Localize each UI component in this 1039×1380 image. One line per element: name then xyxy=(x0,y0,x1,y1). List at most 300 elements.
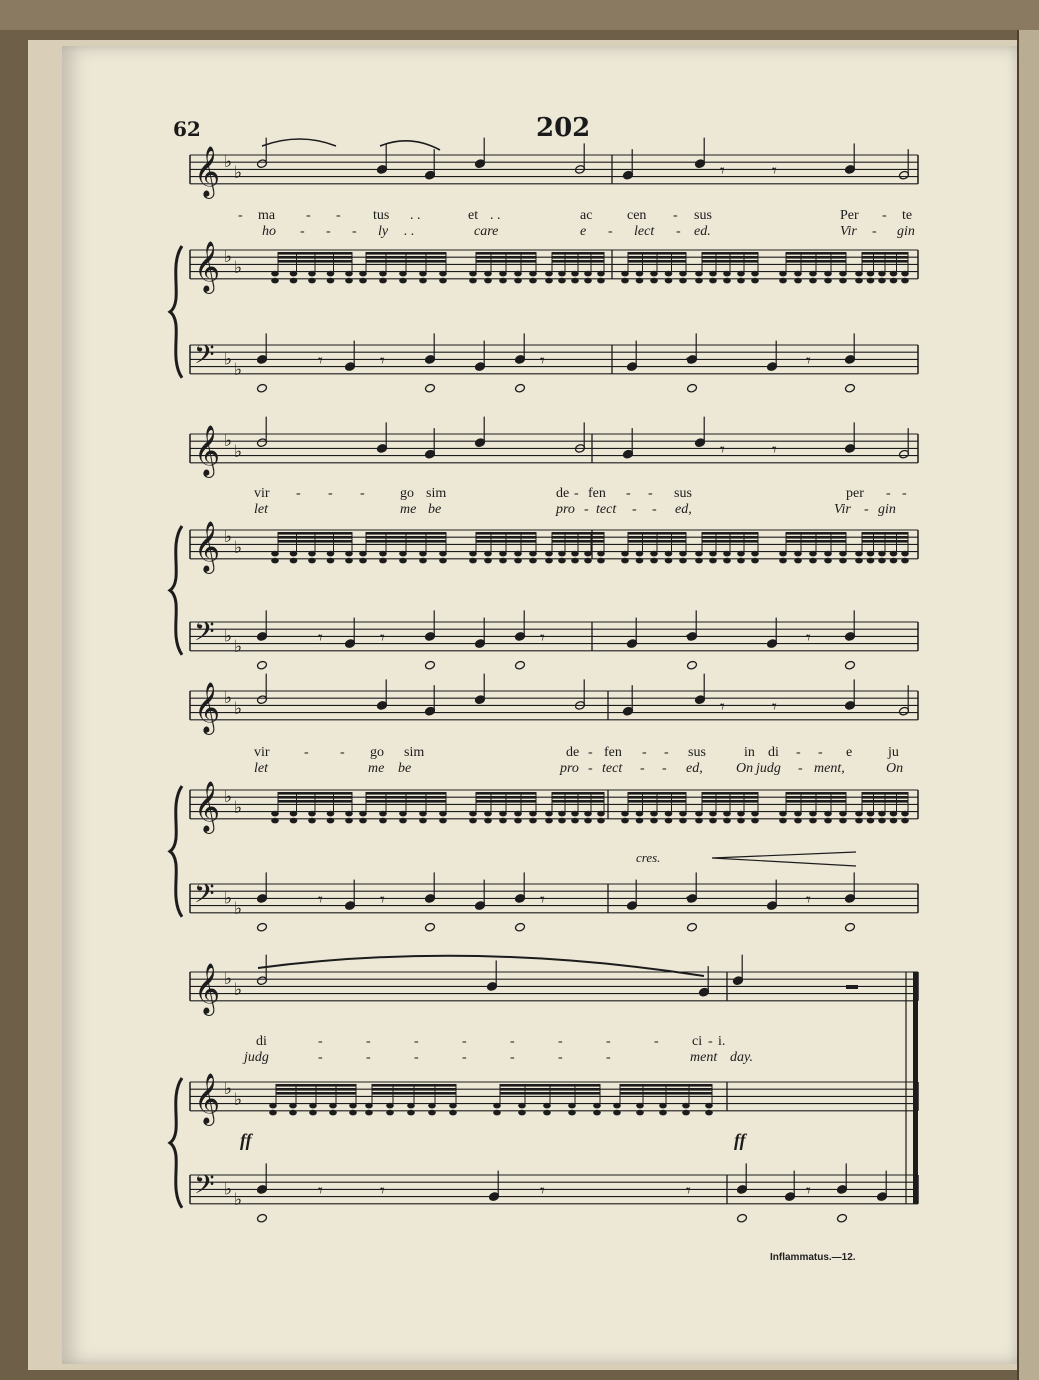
lyric: - xyxy=(510,1050,515,1065)
treble-clef-icon: 𝄞 xyxy=(194,962,221,1014)
note-head xyxy=(709,278,717,284)
eighth-rest: 𝄾 xyxy=(540,627,545,649)
note-head xyxy=(428,1110,436,1116)
note-head xyxy=(359,551,367,557)
eighth-rest: 𝄾 xyxy=(318,627,323,649)
note-head xyxy=(794,551,802,557)
eighth-rest: 𝄾 xyxy=(318,1180,323,1202)
lyric: ed. xyxy=(694,224,711,239)
eighth-rest: 𝄾 xyxy=(806,627,811,649)
note-head xyxy=(636,1103,644,1109)
note-head xyxy=(723,818,731,824)
note-head xyxy=(469,271,477,277)
note-head xyxy=(650,818,658,824)
note-head xyxy=(499,818,507,824)
flat-icon: ♭ xyxy=(234,798,243,818)
note-head xyxy=(359,278,367,284)
note-head xyxy=(867,551,875,557)
lyric: sus xyxy=(688,745,706,760)
note-head xyxy=(737,818,745,824)
treble-clef-icon: 𝄞 xyxy=(194,780,221,832)
note-head xyxy=(493,1110,501,1116)
note-head xyxy=(890,278,898,284)
lyric: - xyxy=(306,208,311,223)
note-head xyxy=(723,278,731,284)
note-head xyxy=(809,818,817,824)
lyric: . . xyxy=(410,208,421,223)
lyric: - xyxy=(872,224,877,239)
note-head xyxy=(545,278,553,284)
note-head xyxy=(867,271,875,277)
note-head xyxy=(695,551,703,557)
lyric: - xyxy=(642,745,647,760)
note-head xyxy=(529,271,537,277)
lyric: me xyxy=(400,502,417,517)
note-head xyxy=(584,278,592,284)
note-head xyxy=(751,551,759,557)
lyric: - xyxy=(652,502,657,517)
eighth-rest: 𝄾 xyxy=(686,627,691,649)
note-head xyxy=(327,278,335,284)
note-head xyxy=(779,811,787,817)
lyric: let xyxy=(254,502,268,517)
bass-octave-note xyxy=(514,660,525,670)
note-head xyxy=(636,1110,644,1116)
note-head xyxy=(709,551,717,557)
note-head xyxy=(665,271,673,277)
flat-icon: ♭ xyxy=(224,969,233,990)
note-head xyxy=(779,558,787,564)
note-head xyxy=(349,1103,357,1109)
eighth-rest: 𝄾 xyxy=(720,160,725,182)
lyric: . . xyxy=(404,224,415,239)
note-head xyxy=(568,1103,576,1109)
lyric: ho xyxy=(262,224,276,239)
piece-number: 202 xyxy=(536,113,591,143)
note-head xyxy=(484,558,492,564)
eighth-rest: 𝄾 xyxy=(720,439,725,461)
note-head xyxy=(751,558,759,564)
bass-octave-note xyxy=(736,1213,747,1223)
lyric: - xyxy=(632,502,637,517)
eighth-rest: 𝄾 xyxy=(806,889,811,911)
note-head xyxy=(705,1103,713,1109)
note-head xyxy=(751,278,759,284)
note-head xyxy=(597,271,605,277)
note-head xyxy=(439,551,447,557)
flat-icon: ♭ xyxy=(224,527,233,548)
note-head xyxy=(514,271,522,277)
note-head xyxy=(695,811,703,817)
page-number: 62 xyxy=(173,117,201,141)
flat-icon: ♭ xyxy=(224,431,233,452)
lyric: - xyxy=(654,1034,659,1049)
note-head xyxy=(650,278,658,284)
lyric: - xyxy=(360,486,365,501)
note-head xyxy=(636,278,644,284)
note-head xyxy=(709,811,717,817)
note-head xyxy=(545,271,553,277)
eighth-rest: 𝄾 xyxy=(380,1180,385,1202)
lyric: - xyxy=(340,745,345,760)
lyric: - xyxy=(708,1034,713,1049)
fortissimo-marking: ff xyxy=(734,1130,746,1150)
note-head xyxy=(345,558,353,564)
bass-octave-note xyxy=(256,383,267,393)
lyric: - xyxy=(662,761,667,776)
note-head xyxy=(308,278,316,284)
lyric: - xyxy=(664,745,669,760)
flat-icon: ♭ xyxy=(234,699,243,719)
note-head xyxy=(709,558,717,564)
note-head xyxy=(571,811,579,817)
note-head xyxy=(271,558,279,564)
eighth-rest: 𝄾 xyxy=(720,696,725,718)
note-head xyxy=(682,1103,690,1109)
note-head xyxy=(399,278,407,284)
eighth-rest: 𝄾 xyxy=(806,350,811,372)
note-head xyxy=(613,1110,621,1116)
lyric: in xyxy=(744,745,755,760)
lyric: - xyxy=(318,1034,323,1049)
note-head xyxy=(890,558,898,564)
note-head xyxy=(359,271,367,277)
bass-octave-note xyxy=(256,1213,267,1223)
note-head xyxy=(679,558,687,564)
bass-octave-note xyxy=(514,922,525,932)
note-head xyxy=(493,1103,501,1109)
treble-clef-icon: 𝄞 xyxy=(194,240,221,292)
note-head xyxy=(794,558,802,564)
lyric: te xyxy=(902,208,913,223)
lyric: ma xyxy=(258,208,276,223)
note-head xyxy=(289,1110,297,1116)
note-head xyxy=(499,271,507,277)
flat-icon: ♭ xyxy=(234,258,243,278)
note-head xyxy=(499,558,507,564)
flat-icon: ♭ xyxy=(234,980,243,1000)
bass-octave-note xyxy=(424,383,435,393)
note-head xyxy=(878,278,886,284)
lyric: - xyxy=(296,486,301,501)
note-head xyxy=(345,278,353,284)
note-head xyxy=(878,551,886,557)
lyric: - xyxy=(300,224,305,239)
note-head xyxy=(867,818,875,824)
lyric: - xyxy=(588,761,593,776)
note-head xyxy=(514,818,522,824)
note-head xyxy=(419,818,427,824)
lyric: - xyxy=(328,486,333,501)
note-head xyxy=(571,551,579,557)
note-head xyxy=(621,551,629,557)
note-head xyxy=(901,271,909,277)
note-head xyxy=(514,278,522,284)
note-head xyxy=(484,811,492,817)
note-head xyxy=(499,811,507,817)
note-head xyxy=(271,818,279,824)
eighth-rest: 𝄾 xyxy=(686,1180,691,1202)
note-head xyxy=(499,278,507,284)
note-head xyxy=(558,818,566,824)
flat-icon: ♭ xyxy=(224,787,233,808)
lyric: - xyxy=(606,1050,611,1065)
note-head xyxy=(779,818,787,824)
note-head xyxy=(665,818,673,824)
note-head xyxy=(597,811,605,817)
note-head xyxy=(271,271,279,277)
lyric: - xyxy=(414,1050,419,1065)
lyric: me xyxy=(368,761,385,776)
final-barline xyxy=(913,972,918,1204)
staves xyxy=(170,138,918,1223)
note-head xyxy=(499,551,507,557)
note-head xyxy=(665,551,673,557)
note-head xyxy=(359,811,367,817)
footer-title: Inflammatus.—12. xyxy=(770,1252,856,1263)
note-head xyxy=(484,818,492,824)
note-head xyxy=(329,1110,337,1116)
note-head xyxy=(308,558,316,564)
note-head xyxy=(439,818,447,824)
note-head xyxy=(855,278,863,284)
bass-octave-note xyxy=(514,383,525,393)
note-head xyxy=(901,278,909,284)
note-head xyxy=(901,818,909,824)
lyric: - xyxy=(352,224,357,239)
lyric: pro xyxy=(560,761,579,776)
lyric: - xyxy=(818,745,823,760)
note-head xyxy=(518,1103,526,1109)
note-head xyxy=(399,818,407,824)
lyric: On xyxy=(736,761,754,776)
note-head xyxy=(809,558,817,564)
note-head xyxy=(779,271,787,277)
slur xyxy=(380,141,440,150)
note-head xyxy=(308,818,316,824)
note-head xyxy=(794,811,802,817)
lyric: pro xyxy=(556,502,575,517)
lyric: ed, xyxy=(675,502,692,517)
note-head xyxy=(399,551,407,557)
note-head xyxy=(327,558,335,564)
lyric: On xyxy=(886,761,904,776)
note-head xyxy=(584,551,592,557)
note-head xyxy=(794,818,802,824)
lyric: Per xyxy=(840,208,859,223)
note-head xyxy=(867,811,875,817)
lyric: ac xyxy=(580,208,593,223)
note-head xyxy=(839,551,847,557)
note-head xyxy=(439,278,447,284)
note-head xyxy=(558,551,566,557)
note-head xyxy=(878,558,886,564)
lyric: - xyxy=(558,1050,563,1065)
note-head xyxy=(365,1103,373,1109)
note-head xyxy=(751,811,759,817)
note-head xyxy=(327,271,335,277)
treble-clef-icon: 𝄞 xyxy=(194,145,221,197)
eighth-rest: 𝄾 xyxy=(540,1180,545,1202)
lyric: fen xyxy=(604,745,622,760)
note-head xyxy=(407,1103,415,1109)
note-head xyxy=(386,1110,394,1116)
treble-clef-icon: 𝄞 xyxy=(194,681,221,733)
flat-icon: ♭ xyxy=(224,626,233,647)
lyric: - xyxy=(574,486,579,501)
note-head xyxy=(271,278,279,284)
crescendo-hairpin xyxy=(712,852,856,866)
bass-octave-note xyxy=(844,922,855,932)
note-head xyxy=(529,278,537,284)
lyric: day. xyxy=(730,1050,753,1065)
bass-octave-note xyxy=(686,383,697,393)
lyric: - xyxy=(510,1034,515,1049)
lyric: - xyxy=(798,761,803,776)
slur xyxy=(262,139,336,146)
lyric: - xyxy=(558,1034,563,1049)
note-head xyxy=(901,811,909,817)
note-head xyxy=(636,818,644,824)
lyric: - xyxy=(304,745,309,760)
note-head xyxy=(345,271,353,277)
bass-octave-note xyxy=(256,922,267,932)
eighth-rest: 𝄾 xyxy=(318,350,323,372)
lyric: - xyxy=(336,208,341,223)
note-head xyxy=(839,818,847,824)
note-head xyxy=(824,818,832,824)
note-head xyxy=(484,551,492,557)
brace-icon xyxy=(170,246,182,378)
note-head xyxy=(584,818,592,824)
lyric: - xyxy=(673,208,678,223)
note-head xyxy=(439,271,447,277)
lyric: lect xyxy=(634,224,655,239)
note-head xyxy=(636,551,644,557)
lyric: - xyxy=(902,486,907,501)
lyric: de xyxy=(556,486,570,501)
half-rest xyxy=(846,985,858,989)
bass-octave-note xyxy=(424,660,435,670)
note-head xyxy=(543,1103,551,1109)
note-head xyxy=(290,278,298,284)
lyric: - xyxy=(584,502,589,517)
lyric: - xyxy=(326,224,331,239)
note-head xyxy=(597,818,605,824)
lyric: e xyxy=(846,745,853,760)
note-head xyxy=(584,811,592,817)
note-head xyxy=(659,1103,667,1109)
note-head xyxy=(327,811,335,817)
flat-icon: ♭ xyxy=(234,442,243,462)
bass-octave-note xyxy=(836,1213,847,1223)
note-head xyxy=(529,551,537,557)
note-head xyxy=(545,818,553,824)
note-head xyxy=(901,558,909,564)
note-head xyxy=(271,551,279,557)
lyric: - xyxy=(886,486,891,501)
note-head xyxy=(839,278,847,284)
note-head xyxy=(290,271,298,277)
lyric: tect xyxy=(596,502,617,517)
note-head xyxy=(359,558,367,564)
note-head xyxy=(824,271,832,277)
note-head xyxy=(379,271,387,277)
note-head xyxy=(514,551,522,557)
eighth-rest: 𝄾 xyxy=(772,696,777,718)
note-head xyxy=(514,558,522,564)
lyric: ci xyxy=(692,1034,703,1049)
note-head xyxy=(345,551,353,557)
eighth-rest: 𝄾 xyxy=(540,889,545,911)
note-head xyxy=(679,811,687,817)
note-head xyxy=(407,1110,415,1116)
lyric: ju xyxy=(888,745,899,760)
lyric: e xyxy=(580,224,587,239)
note-head xyxy=(518,1110,526,1116)
note-head xyxy=(878,271,886,277)
lyric: per xyxy=(846,486,864,501)
lyric: tect xyxy=(602,761,623,776)
note-head xyxy=(709,818,717,824)
lyric: sim xyxy=(404,745,425,760)
note-head xyxy=(349,1110,357,1116)
note-head xyxy=(419,271,427,277)
lyric: di xyxy=(768,745,779,760)
note-head xyxy=(636,558,644,564)
brace-icon xyxy=(170,786,182,917)
flat-icon: ♭ xyxy=(234,1190,243,1211)
note-head xyxy=(469,558,477,564)
note-head xyxy=(327,818,335,824)
note-head xyxy=(271,811,279,817)
lyric: - xyxy=(366,1050,371,1065)
lyric: vir xyxy=(254,486,270,501)
note-head xyxy=(855,818,863,824)
lyric: - xyxy=(640,761,645,776)
note-head xyxy=(469,818,477,824)
note-head xyxy=(419,811,427,817)
note-head xyxy=(379,278,387,284)
note-head xyxy=(379,551,387,557)
treble-clef-icon: 𝄞 xyxy=(194,520,221,572)
note-head xyxy=(621,818,629,824)
note-head xyxy=(309,1110,317,1116)
eighth-rest: 𝄾 xyxy=(806,1180,811,1202)
lyric: judg xyxy=(244,1050,269,1065)
note-head xyxy=(584,558,592,564)
eighth-rest: 𝄾 xyxy=(380,627,385,649)
note-head xyxy=(723,271,731,277)
note-head xyxy=(723,551,731,557)
note-head xyxy=(890,818,898,824)
note-head xyxy=(379,558,387,564)
flat-icon: ♭ xyxy=(224,247,233,268)
note-head xyxy=(308,551,316,557)
note-head xyxy=(737,811,745,817)
note-head xyxy=(379,818,387,824)
note-head xyxy=(269,1110,277,1116)
eighth-rest: 𝄾 xyxy=(772,439,777,461)
note-head xyxy=(290,551,298,557)
note-head xyxy=(855,271,863,277)
note-head xyxy=(650,558,658,564)
lyric: go xyxy=(370,745,384,760)
note-head xyxy=(290,811,298,817)
note-head xyxy=(890,271,898,277)
bass-octave-note xyxy=(686,660,697,670)
note-head xyxy=(597,278,605,284)
